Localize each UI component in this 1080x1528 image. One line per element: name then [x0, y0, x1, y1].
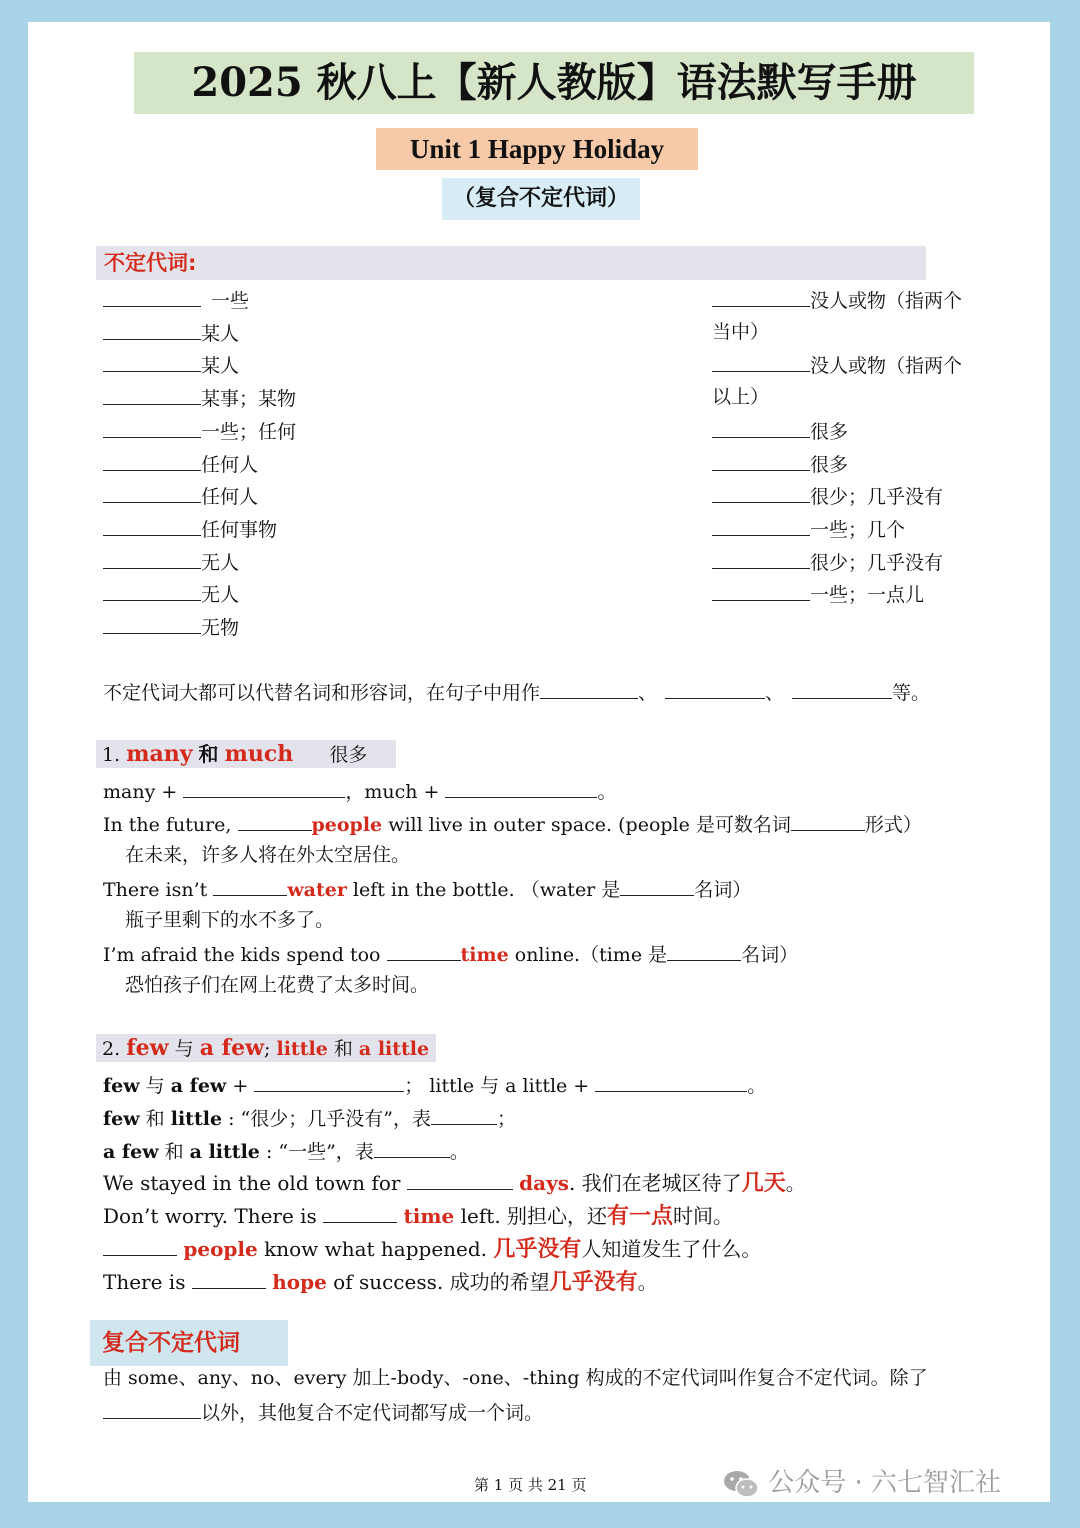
highlight-word: people: [183, 1237, 258, 1261]
answer-blank[interactable]: [103, 384, 201, 405]
text: of success. 成功的希望: [333, 1270, 550, 1294]
separator: ;: [264, 1038, 271, 1060]
keyword-few: few: [126, 1035, 169, 1061]
pronoun-meaning: 以上）: [712, 386, 770, 409]
note-suffix: 等。: [892, 682, 931, 704]
answer-blank[interactable]: [103, 351, 201, 372]
text: online.（time 是: [514, 944, 668, 966]
pronoun-meaning: 没人或物（指两个: [810, 290, 963, 312]
text: a few: [170, 1075, 227, 1097]
pronoun-meaning: 任何人: [201, 486, 259, 509]
text: 和: [145, 1108, 165, 1130]
text: 。: [785, 1171, 806, 1195]
example-few-2: [103, 1202, 733, 1229]
answer-blank[interactable]: [665, 678, 765, 699]
section-heading-compound-pronouns: 复合不定代词: [90, 1320, 288, 1366]
pronoun-row: [103, 580, 239, 608]
meaning: 很多: [329, 744, 368, 766]
pronoun-meaning: 很多: [810, 453, 849, 476]
text: left in the bottle. （water 是: [352, 879, 621, 901]
answer-blank[interactable]: [103, 319, 201, 340]
answer-blank[interactable]: [103, 286, 201, 307]
pronoun-meaning: 某人: [201, 322, 240, 345]
text: 形式）: [864, 814, 922, 836]
text: +: [232, 1075, 249, 1097]
answer-blank[interactable]: [712, 580, 810, 601]
topic-subtitle: （复合不定代词）: [442, 178, 640, 220]
pronoun-meaning: 任何人: [201, 453, 259, 476]
answer-blank[interactable]: [103, 482, 201, 503]
unit-title: Unit 1 Happy Holiday: [376, 128, 698, 170]
text: 时间。: [673, 1204, 734, 1228]
answer-blank[interactable]: [712, 548, 810, 569]
answer-blank[interactable]: [445, 777, 597, 798]
answer-blank[interactable]: [103, 613, 201, 634]
answer-blank[interactable]: [192, 1268, 266, 1289]
pronoun-meaning: 任何事物: [201, 518, 278, 541]
text: little: [170, 1108, 223, 1130]
highlight-word: people: [311, 814, 383, 836]
answer-blank[interactable]: [712, 417, 810, 438]
answer-blank[interactable]: [712, 450, 810, 471]
answer-blank[interactable]: [103, 515, 201, 536]
subheading-many-much: [96, 740, 396, 768]
text: many +: [103, 781, 178, 803]
usage-note: [103, 678, 930, 706]
document-page: [28, 22, 1050, 1502]
pronoun-meaning: 一些；几个: [810, 518, 906, 541]
item-number: 2.: [102, 1038, 121, 1060]
highlight-word: days: [519, 1171, 569, 1195]
example-sentence-3: [103, 940, 798, 968]
pronoun-row: [712, 450, 848, 478]
subheading-few-little: [96, 1034, 436, 1062]
text: ；: [496, 1108, 516, 1130]
highlight-word: water: [287, 879, 347, 901]
text: a little: [189, 1141, 260, 1163]
pronoun-meaning: 某人: [201, 355, 240, 378]
note-separator: 、: [765, 682, 785, 704]
text: I’m afraid the kids spend too: [103, 944, 381, 966]
conjunction: 与: [174, 1038, 194, 1060]
rule-line-many-much: [103, 777, 616, 805]
answer-blank[interactable]: [712, 515, 810, 536]
text: 。: [637, 1270, 658, 1294]
text: 。: [597, 781, 617, 803]
rule-line-few-little-meaning: [103, 1104, 516, 1132]
answer-blank[interactable]: [712, 286, 810, 307]
text: There isn’t: [103, 879, 208, 901]
pronoun-row: [103, 417, 296, 445]
answer-blank[interactable]: [213, 875, 287, 896]
pronoun-meaning: 很少；几乎没有: [810, 486, 944, 509]
page-number: 第 1 页 共 21 页: [474, 1476, 587, 1494]
text: left. 别担心，还: [460, 1204, 608, 1228]
pronoun-meaning: 当中）: [712, 320, 770, 343]
example-sentence-2: [103, 875, 751, 903]
text: know what happened.: [264, 1237, 488, 1261]
answer-blank[interactable]: [103, 417, 201, 438]
text: 与: [145, 1075, 165, 1097]
pronoun-row: [103, 384, 296, 412]
text: few: [103, 1108, 140, 1130]
rule-line-few-little: [103, 1071, 766, 1099]
answer-blank[interactable]: [323, 1202, 397, 1223]
highlight-word: time: [460, 944, 509, 966]
pronoun-row: [103, 515, 277, 543]
text: Don’t worry. There is: [103, 1204, 317, 1228]
pronoun-row: [712, 580, 924, 608]
pronoun-meaning: 一些；任何: [201, 420, 297, 443]
pronoun-meaning: 一些: [211, 290, 250, 312]
highlight-word: hope: [272, 1270, 327, 1294]
answer-blank[interactable]: [792, 678, 892, 699]
example-sentence-1: [103, 810, 922, 838]
text: ； little 与 a little +: [404, 1075, 590, 1097]
example-few-4: [103, 1268, 658, 1295]
pronoun-row: [712, 417, 848, 445]
compound-pronoun-definition: 由 some、any、no、every 加上-body、-one、-thing 构成的不定代词叫作复合不定代词。除了: [103, 1367, 928, 1389]
pronoun-row: [712, 384, 769, 410]
pronoun-row: [103, 548, 239, 576]
keyword-little: little: [276, 1038, 328, 1060]
text: We stayed in the old town for: [103, 1171, 401, 1195]
answer-blank[interactable]: [431, 1104, 497, 1125]
text: ，much +: [345, 781, 440, 803]
answer-blank[interactable]: [667, 940, 741, 961]
example-translation-1: 在未来，许多人将在外太空居住。: [125, 844, 411, 866]
compound-pronoun-exception: [103, 1398, 543, 1426]
answer-blank[interactable]: [712, 351, 810, 372]
text: 名词）: [741, 944, 799, 966]
answer-blank[interactable]: [540, 678, 638, 699]
answer-blank[interactable]: [103, 580, 201, 601]
pronoun-meaning: 很多: [810, 420, 849, 443]
answer-blank[interactable]: [712, 482, 810, 503]
pronoun-row: [712, 286, 962, 314]
text: . 我们在老城区待了: [568, 1171, 742, 1195]
text: 和: [164, 1141, 184, 1163]
watermark: [722, 1462, 1001, 1499]
pronoun-meaning: 无人: [201, 551, 240, 574]
highlight-word: time: [403, 1204, 455, 1228]
keyword-many: many: [126, 741, 193, 767]
pronoun-meaning: 无物: [201, 617, 240, 639]
text: a few: [103, 1141, 159, 1163]
text: 以外，其他复合不定代词都写成一个词。: [201, 1402, 544, 1424]
example-few-3: [103, 1235, 761, 1262]
watermark-text: 公众号 · 六七智汇社: [768, 1468, 1002, 1498]
text: will live in outer space. (people 是可数名词: [388, 814, 791, 836]
highlight-translation: 几乎没有: [493, 1236, 582, 1262]
answer-blank[interactable]: [103, 1398, 201, 1419]
text: There is: [103, 1270, 186, 1294]
pronoun-row: [103, 613, 239, 641]
text: In the future,: [103, 814, 232, 836]
text: 人知道发生了什么。: [581, 1237, 762, 1261]
pronoun-row: [103, 450, 258, 478]
answer-blank[interactable]: [103, 450, 201, 471]
text: 名词）: [694, 879, 752, 901]
text: 。: [449, 1141, 469, 1163]
answer-blank[interactable]: [387, 940, 461, 961]
answer-blank[interactable]: [407, 1169, 513, 1190]
answer-blank[interactable]: [183, 777, 345, 798]
rule-line-a-few-a-little-meaning: [103, 1137, 469, 1165]
answer-blank[interactable]: [103, 548, 201, 569]
answer-blank[interactable]: [620, 875, 694, 896]
answer-blank[interactable]: [595, 1071, 747, 1092]
pronoun-meaning: 一些；一点儿: [810, 584, 925, 607]
highlight-translation: 几乎没有: [549, 1269, 638, 1295]
pronoun-meaning: 某事；某物: [201, 388, 297, 411]
pronoun-meaning: 很少；几乎没有: [810, 551, 944, 574]
keyword-a-little: a little: [358, 1038, 430, 1060]
pronoun-row: [712, 515, 905, 543]
pronoun-meaning: 无人: [201, 584, 240, 607]
pronoun-row: [712, 319, 769, 345]
note-prefix: 不定代词大都可以代替名词和形容词，在句子中用作: [103, 682, 541, 704]
pronoun-row: [712, 548, 943, 576]
conjunction: 和: [198, 742, 219, 766]
wechat-icon: [722, 1469, 760, 1499]
pronoun-row: [103, 351, 239, 379]
text: few: [103, 1075, 140, 1097]
example-translation-3: 恐怕孩子们在网上花费了太多时间。: [125, 974, 430, 996]
answer-blank[interactable]: [254, 1071, 404, 1092]
highlight-translation: 有一点: [607, 1203, 674, 1229]
highlight-translation: 几天: [741, 1170, 786, 1196]
answer-blank[interactable]: [238, 810, 312, 831]
answer-blank[interactable]: [103, 1235, 177, 1256]
page-title: 2025 秋八上【新人教版】语法默写手册: [134, 52, 974, 114]
example-few-1: [103, 1169, 806, 1196]
text: : “很少；几乎没有”，表: [228, 1108, 431, 1130]
answer-blank[interactable]: [374, 1137, 450, 1158]
item-number: 1.: [102, 744, 121, 766]
keyword-much: much: [224, 741, 294, 767]
pronoun-row: [103, 319, 239, 347]
pronoun-row: [712, 482, 943, 510]
pronoun-row: [103, 482, 258, 510]
keyword-a-few: a few: [199, 1035, 265, 1061]
pronoun-row: [103, 286, 249, 314]
pronoun-row: [712, 351, 962, 379]
example-translation-2: 瓶子里剩下的水不多了。: [125, 909, 335, 931]
note-separator: 、: [638, 682, 658, 704]
section-heading-indefinite-pronouns: 不定代词:: [96, 246, 926, 280]
text: 。: [747, 1075, 767, 1097]
answer-blank[interactable]: [791, 810, 865, 831]
pronoun-meaning: 没人或物（指两个: [810, 355, 963, 378]
text: : “一些”，表: [265, 1141, 374, 1163]
conjunction: 和: [333, 1038, 353, 1060]
